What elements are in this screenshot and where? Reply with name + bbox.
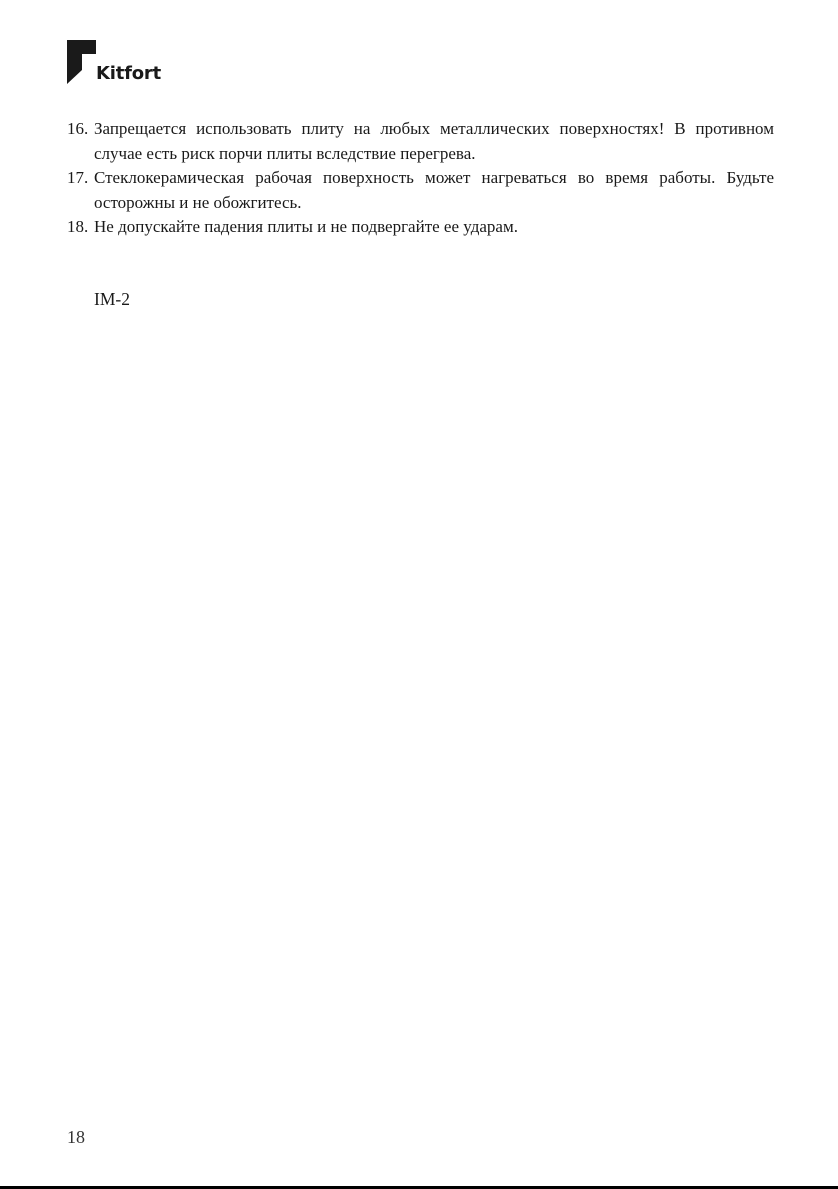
safety-instructions-list bbox=[67, 117, 774, 240]
item-text: Стеклокерамическая рабочая поверхность может нагреваться во время работы. Будьте осторожны и не обожгитесь. bbox=[94, 168, 774, 212]
list-item bbox=[67, 117, 774, 166]
kitfort-logo bbox=[66, 40, 166, 90]
item-number: 18. bbox=[67, 217, 89, 236]
list-item bbox=[67, 166, 774, 215]
item-number: 16. bbox=[67, 119, 89, 138]
logo-mark-icon bbox=[66, 40, 100, 84]
model-code: IM-2 bbox=[94, 289, 130, 309]
page-number: 18 bbox=[67, 1127, 85, 1147]
logo-wordmark: Kitfort bbox=[96, 63, 162, 84]
item-text: Не допускайте падения плиты и не подвергайте ее ударам. bbox=[94, 217, 518, 236]
item-number: 17. bbox=[67, 168, 89, 187]
item-text: Запрещается использовать плиту на любых металлических поверхностях! В противном случае есть риск порчи плиты вследствие перегрева. bbox=[94, 119, 774, 163]
list-item bbox=[67, 215, 774, 240]
